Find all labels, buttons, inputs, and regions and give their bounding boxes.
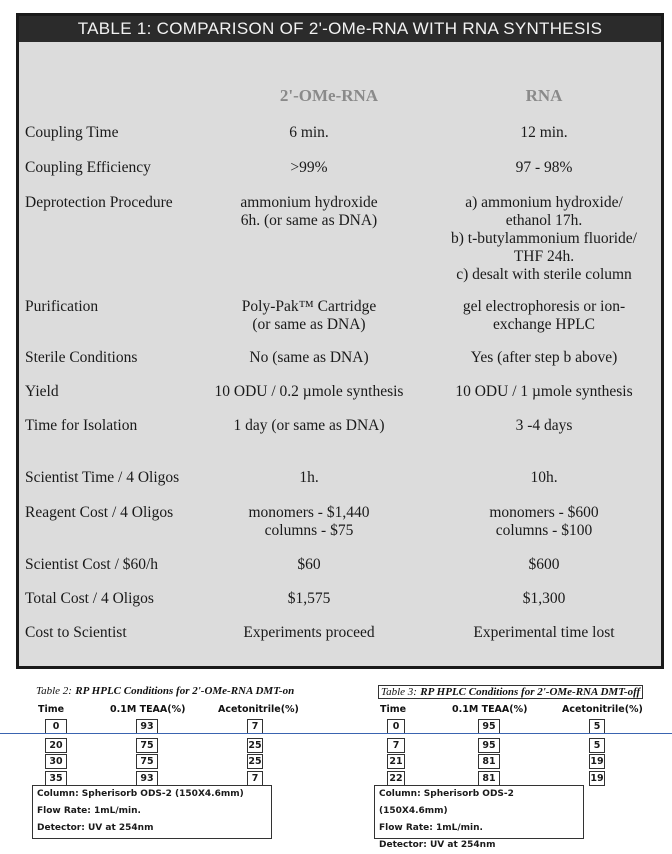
- divider-line: [0, 733, 672, 734]
- table3-cell: 95: [478, 719, 500, 734]
- table3-cell: 0: [387, 719, 405, 734]
- cell-rna: 12 min.: [520, 124, 568, 141]
- table-title: TABLE 1: COMPARISON OF 2'-OMe-RNA WITH RNA SYNTHESIS: [19, 16, 661, 42]
- column-header-2ome-rna: 2'-OMe-RNA: [279, 86, 379, 105]
- cell-rna: $1,300: [522, 590, 566, 607]
- table3-cell: 7: [387, 738, 405, 753]
- table3-cell: 19: [590, 773, 604, 784]
- cell-2ome-rna: 1 day (or same as DNA): [233, 417, 385, 434]
- cell-rna: Yes (after step b above): [470, 349, 618, 366]
- table3-header-acetonitrile: Acetonitrile(%): [562, 704, 643, 715]
- cell-rna: monomers - $600 columns - $100: [489, 504, 599, 539]
- comparison-table: [16, 13, 664, 669]
- cell-2ome-rna: 6 min.: [289, 124, 329, 141]
- table2-cell: 7: [247, 719, 263, 734]
- row-label: Total Cost / 4 Oligos: [25, 590, 154, 607]
- cell-2ome-rna: $60: [297, 556, 321, 573]
- row-label: Deprotection Procedure: [25, 194, 173, 211]
- table2-cell: 93: [136, 719, 158, 734]
- table3-header-time: Time: [380, 704, 407, 715]
- table3-cell: 21: [387, 754, 405, 769]
- table2-cell: 75: [136, 754, 158, 769]
- table3-detector: Detector: UV at 254nm: [379, 840, 496, 850]
- cell-2ome-rna: Experiments proceed: [243, 624, 375, 641]
- cell-rna: $600: [528, 556, 560, 573]
- cell-2ome-rna: $1,575: [287, 590, 331, 607]
- row-label: Coupling Time: [25, 124, 119, 141]
- cell-2ome-rna: No (same as DNA): [249, 349, 369, 366]
- table3-cell: 5: [589, 719, 605, 734]
- table2-cell: 35: [45, 771, 67, 786]
- table3-cell: 22: [387, 771, 405, 786]
- table2-header-teaa: 0.1M TEAA(%): [110, 704, 186, 715]
- table2-cell: 75: [136, 738, 158, 753]
- table2-cell: 25: [248, 756, 262, 767]
- table3-cell: 19: [590, 756, 604, 767]
- cell-rna: 97 - 98%: [515, 159, 573, 176]
- table3-cell: 81: [478, 771, 500, 786]
- row-label: Scientist Time / 4 Oligos: [25, 469, 180, 486]
- cell-2ome-rna: monomers - $1,440 columns - $75: [248, 504, 370, 539]
- table2-column: Column: Spherisorb ODS-2 (150X4.6mm): [37, 789, 244, 799]
- cell-2ome-rna: ammonium hydroxide 6h. (or same as DNA): [240, 194, 378, 229]
- row-label: Coupling Efficiency: [25, 159, 151, 176]
- cell-2ome-rna: >99%: [290, 159, 328, 176]
- table2-cell: 30: [45, 754, 67, 769]
- table2-header-acetonitrile: Acetonitrile(%): [218, 704, 299, 715]
- table2-cell: 0: [45, 719, 67, 734]
- cell-rna: 10h.: [530, 469, 558, 486]
- cell-rna: gel electrophoresis or ion- exchange HPLC: [462, 298, 626, 333]
- table2-detector: Detector: UV at 254nm: [37, 823, 154, 833]
- row-label: Purification: [25, 298, 99, 315]
- table3-conditions: [374, 785, 584, 850]
- row-label: Time for Isolation: [25, 417, 138, 434]
- table2-cell: 25: [248, 740, 262, 751]
- cell-2ome-rna: 1h.: [299, 469, 319, 486]
- cell-rna: 3 -4 days: [515, 417, 573, 434]
- row-label: Scientist Cost / $60/h: [25, 556, 159, 573]
- table3-cell: 5: [589, 738, 605, 753]
- table3-header-teaa: 0.1M TEAA(%): [452, 704, 528, 715]
- table2-cell: 93: [136, 771, 158, 786]
- cell-2ome-rna: 10 ODU / 0.2 µmole synthesis: [214, 383, 404, 400]
- row-label: Sterile Conditions: [25, 349, 138, 366]
- row-label: Cost to Scientist: [25, 624, 127, 641]
- table3-flow: Flow Rate: 1mL/min.: [379, 823, 483, 833]
- table2-cell: 20: [45, 738, 67, 753]
- row-label: Reagent Cost / 4 Oligos: [25, 504, 174, 521]
- row-label: Yield: [25, 383, 59, 400]
- cell-rna: Experimental time lost: [473, 624, 615, 641]
- table2-header-time: Time: [38, 704, 65, 715]
- table2-flow: Flow Rate: 1mL/min.: [37, 806, 141, 816]
- column-header-rna: RNA: [525, 86, 563, 105]
- table2-conditions: [32, 785, 272, 839]
- cell-2ome-rna: Poly-Pak™ Cartridge (or same as DNA): [241, 298, 377, 333]
- table3-cell: 81: [478, 754, 500, 769]
- table2-caption: Table 2: RP HPLC Conditions for 2'-OMe-RNA DMT-on: [36, 685, 295, 697]
- table3-caption: Table 3: RP HPLC Conditions for 2'-OMe-RNA DMT-off: [378, 685, 643, 699]
- cell-rna: 10 ODU / 1 µmole synthesis: [455, 383, 633, 400]
- table3-column: Column: Spherisorb ODS-2 (150X4.6mm): [379, 789, 514, 816]
- cell-rna: a) ammonium hydroxide/ ethanol 17h. b) t-butylammonium fluoride/ THF 24h. c) desalt with sterile column: [451, 194, 637, 283]
- table2-cell: 7: [247, 771, 263, 786]
- table3-cell: 95: [478, 738, 500, 753]
